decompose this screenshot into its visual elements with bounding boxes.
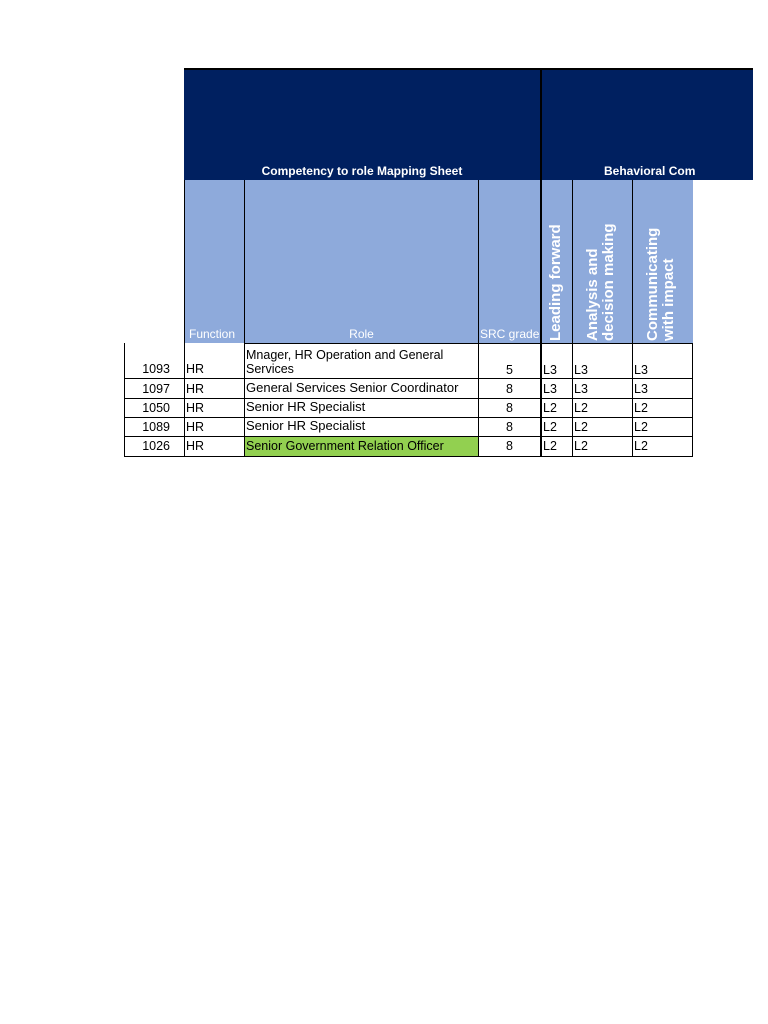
role-cell-line2: Services xyxy=(246,362,294,376)
function-cell[interactable]: HR xyxy=(184,399,244,418)
table-row[interactable] xyxy=(124,418,693,437)
function-cell[interactable]: HR xyxy=(184,418,244,437)
communicating-cell[interactable]: L2 xyxy=(632,399,693,418)
role-cell[interactable]: General Services Senior Coordinator xyxy=(244,379,478,399)
sheet-title-header xyxy=(184,68,540,180)
analysis-cell[interactable]: L2 xyxy=(572,399,632,418)
analysis-cell[interactable]: L2 xyxy=(572,437,632,457)
row-id-cell[interactable]: 1089 xyxy=(124,418,184,437)
column-label-communicating-line2: with impact xyxy=(660,258,677,341)
function-cell[interactable]: HR xyxy=(184,379,244,399)
column-label-src-grade: SRC grade xyxy=(480,327,540,341)
role-cell[interactable] xyxy=(244,343,478,379)
role-cell[interactable]: Senior HR Specialist xyxy=(244,399,478,418)
table-row[interactable] xyxy=(124,437,693,457)
column-header-src-grade[interactable] xyxy=(478,180,540,343)
behavioral-header xyxy=(540,68,753,180)
function-cell[interactable]: HR xyxy=(184,343,244,379)
analysis-cell[interactable]: L2 xyxy=(572,418,632,437)
row-id-cell[interactable]: 1093 xyxy=(124,343,184,379)
analysis-cell[interactable]: L3 xyxy=(572,343,632,379)
role-cell[interactable]: Senior HR Specialist xyxy=(244,418,478,437)
leading-cell[interactable]: L2 xyxy=(540,418,572,437)
leading-cell[interactable]: L2 xyxy=(540,399,572,418)
grade-cell[interactable]: 8 xyxy=(478,437,540,457)
row-id-cell[interactable]: 1097 xyxy=(124,379,184,399)
sheet-title: Competency to role Mapping Sheet xyxy=(261,164,463,178)
column-label-role: Role xyxy=(349,327,374,341)
grade-cell[interactable]: 8 xyxy=(478,399,540,418)
grade-cell[interactable]: 5 xyxy=(478,343,540,379)
column-label-leading-forward: Leading forward xyxy=(547,224,564,341)
row-id-cell[interactable]: 1050 xyxy=(124,399,184,418)
column-header-role[interactable] xyxy=(244,180,478,343)
column-label-function: Function xyxy=(189,327,236,341)
communicating-cell[interactable]: L3 xyxy=(632,343,693,379)
column-header-analysis[interactable] xyxy=(572,180,632,343)
column-header-communicating[interactable] xyxy=(632,180,693,343)
grade-cell[interactable]: 8 xyxy=(478,379,540,399)
analysis-cell[interactable]: L3 xyxy=(572,379,632,399)
leading-cell[interactable]: L3 xyxy=(540,343,572,379)
column-header-function[interactable] xyxy=(184,180,244,343)
column-label-communicating-line1: Communicating xyxy=(644,227,661,341)
column-label-analysis-line2: decision making xyxy=(599,223,617,341)
column-header-leading-forward[interactable] xyxy=(540,180,572,343)
leading-cell[interactable]: L3 xyxy=(540,379,572,399)
communicating-cell[interactable]: L2 xyxy=(632,437,693,457)
communicating-cell[interactable]: L2 xyxy=(632,418,693,437)
role-cell-highlighted[interactable]: Senior Government Relation Officer xyxy=(244,437,478,457)
communicating-cell[interactable]: L3 xyxy=(632,379,693,399)
function-cell[interactable]: HR xyxy=(184,437,244,457)
row-id-cell[interactable]: 1026 xyxy=(124,437,184,457)
column-label-analysis-line1: Analysis and xyxy=(583,248,601,341)
grade-cell[interactable]: 8 xyxy=(478,418,540,437)
table-row[interactable] xyxy=(124,379,693,399)
role-cell-line1: Mnager, HR Operation and General xyxy=(246,348,444,362)
leading-cell[interactable]: L2 xyxy=(540,437,572,457)
behavioral-title: Behavioral Com xyxy=(604,164,696,178)
table-row[interactable] xyxy=(124,343,693,379)
table-row[interactable] xyxy=(124,399,693,418)
